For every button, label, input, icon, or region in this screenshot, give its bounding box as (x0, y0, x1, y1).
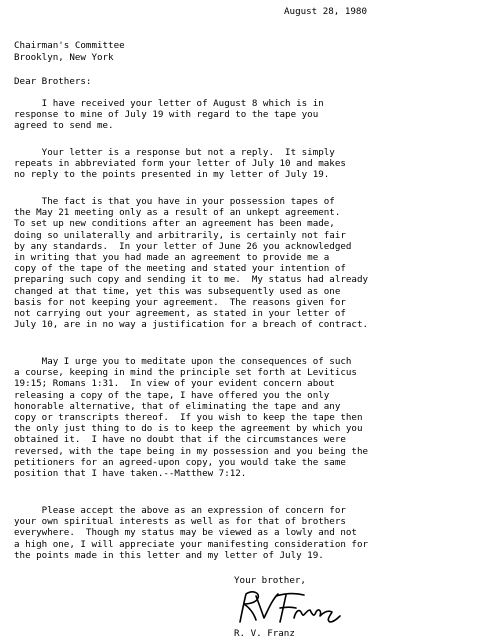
text-line: obtained it. I have no doubt that if the circumstances were (14, 434, 346, 446)
text-line: the May 21 meeting only as a result of an unkept agreement. (14, 207, 341, 219)
text-line: your own spiritual interests as well as for that of brothers (14, 516, 346, 528)
text-line: a high one, I will appreciate your manifesting consideration for (14, 538, 369, 550)
text-line: changed at that time, yet this was subsequently used as one (14, 285, 341, 297)
text-line: not carrying out your agreement, as stated in your letter of (14, 307, 346, 319)
text-line: a course, keeping in mind the principle set forth at Leviticus (14, 367, 357, 379)
paragraph-2 (14, 147, 484, 181)
text-line: copy or transcripts thereof. If you wish to keep the tape then (14, 411, 363, 423)
paragraph-5 (14, 505, 484, 561)
text-line: no reply to the points presented in my letter of July 19. (14, 169, 330, 181)
text-line: in writing that you had made an agreement to provide me a (14, 251, 330, 263)
text-line: To set up new conditions after an agreement has been made, (14, 218, 335, 230)
text-line: honorable alternative, that of eliminating the tape and any (14, 400, 341, 412)
paragraph-1 (14, 98, 484, 132)
salutation: Dear Brothers: (14, 76, 92, 87)
text-line: basis for not keeping your agreement. The reasons given for (14, 296, 346, 308)
text-line: by any standards. In your letter of June 26 you acknowledged (14, 240, 352, 252)
addressee-line-1: Chairman's Committee (14, 40, 125, 51)
paragraph-3 (14, 196, 484, 330)
text-line: the only just thing to do is to keep the agreement by which you (14, 423, 363, 435)
addressee-line-2: Brooklyn, New York (14, 52, 114, 63)
closing: Your brother, (234, 575, 306, 586)
text-line: The fact is that you have in your possession tapes of (14, 196, 335, 207)
handwritten-signature (234, 588, 344, 628)
letter-date: August 28, 1980 (284, 6, 367, 17)
text-line: doing so unilaterally and arbitrarily, is certainly not fair (14, 229, 346, 241)
text-line: Your letter is a response but not a reply. It simply (14, 147, 335, 158)
text-line: copy of the tape of the meeting and stated your intention of (14, 263, 346, 275)
paragraph-4 (14, 356, 484, 479)
text-line: the points made in this letter and my letter of July 19. (14, 549, 324, 561)
text-line: agreed to send me. (14, 120, 114, 132)
text-line: I have received your letter of August 8 which is in (14, 98, 324, 109)
text-line: 19:15; Romans 1:31. In view of your evident concern about (14, 378, 335, 390)
text-line: releasing a copy of the tape, I have offered you the only (14, 389, 330, 401)
text-line: position that I have taken.--Matthew 7:12. (14, 467, 247, 479)
text-line: repeats in abbreviated form your letter of July 10 and makes (14, 158, 346, 170)
text-line: reversed, with the tape being in my possession and you being the (14, 445, 369, 457)
text-line: petitioners for an agreed-upon copy, you would take the same (14, 456, 346, 468)
text-line: Please accept the above as an expression of concern for (14, 505, 346, 516)
text-line: response to mine of July 19 with regard to the tape you (14, 109, 319, 121)
signer-name: R. V. Franz (234, 628, 295, 639)
text-line: preparing such copy and sending it to me. My status had already (14, 274, 369, 286)
text-line: July 10, are in no way a justification for a breach of contract. (14, 319, 369, 331)
text-line: May I urge you to meditate upon the consequences of such (14, 356, 352, 367)
text-line: everywhere. Though my status may be viewed as a lowly and not (14, 527, 357, 539)
